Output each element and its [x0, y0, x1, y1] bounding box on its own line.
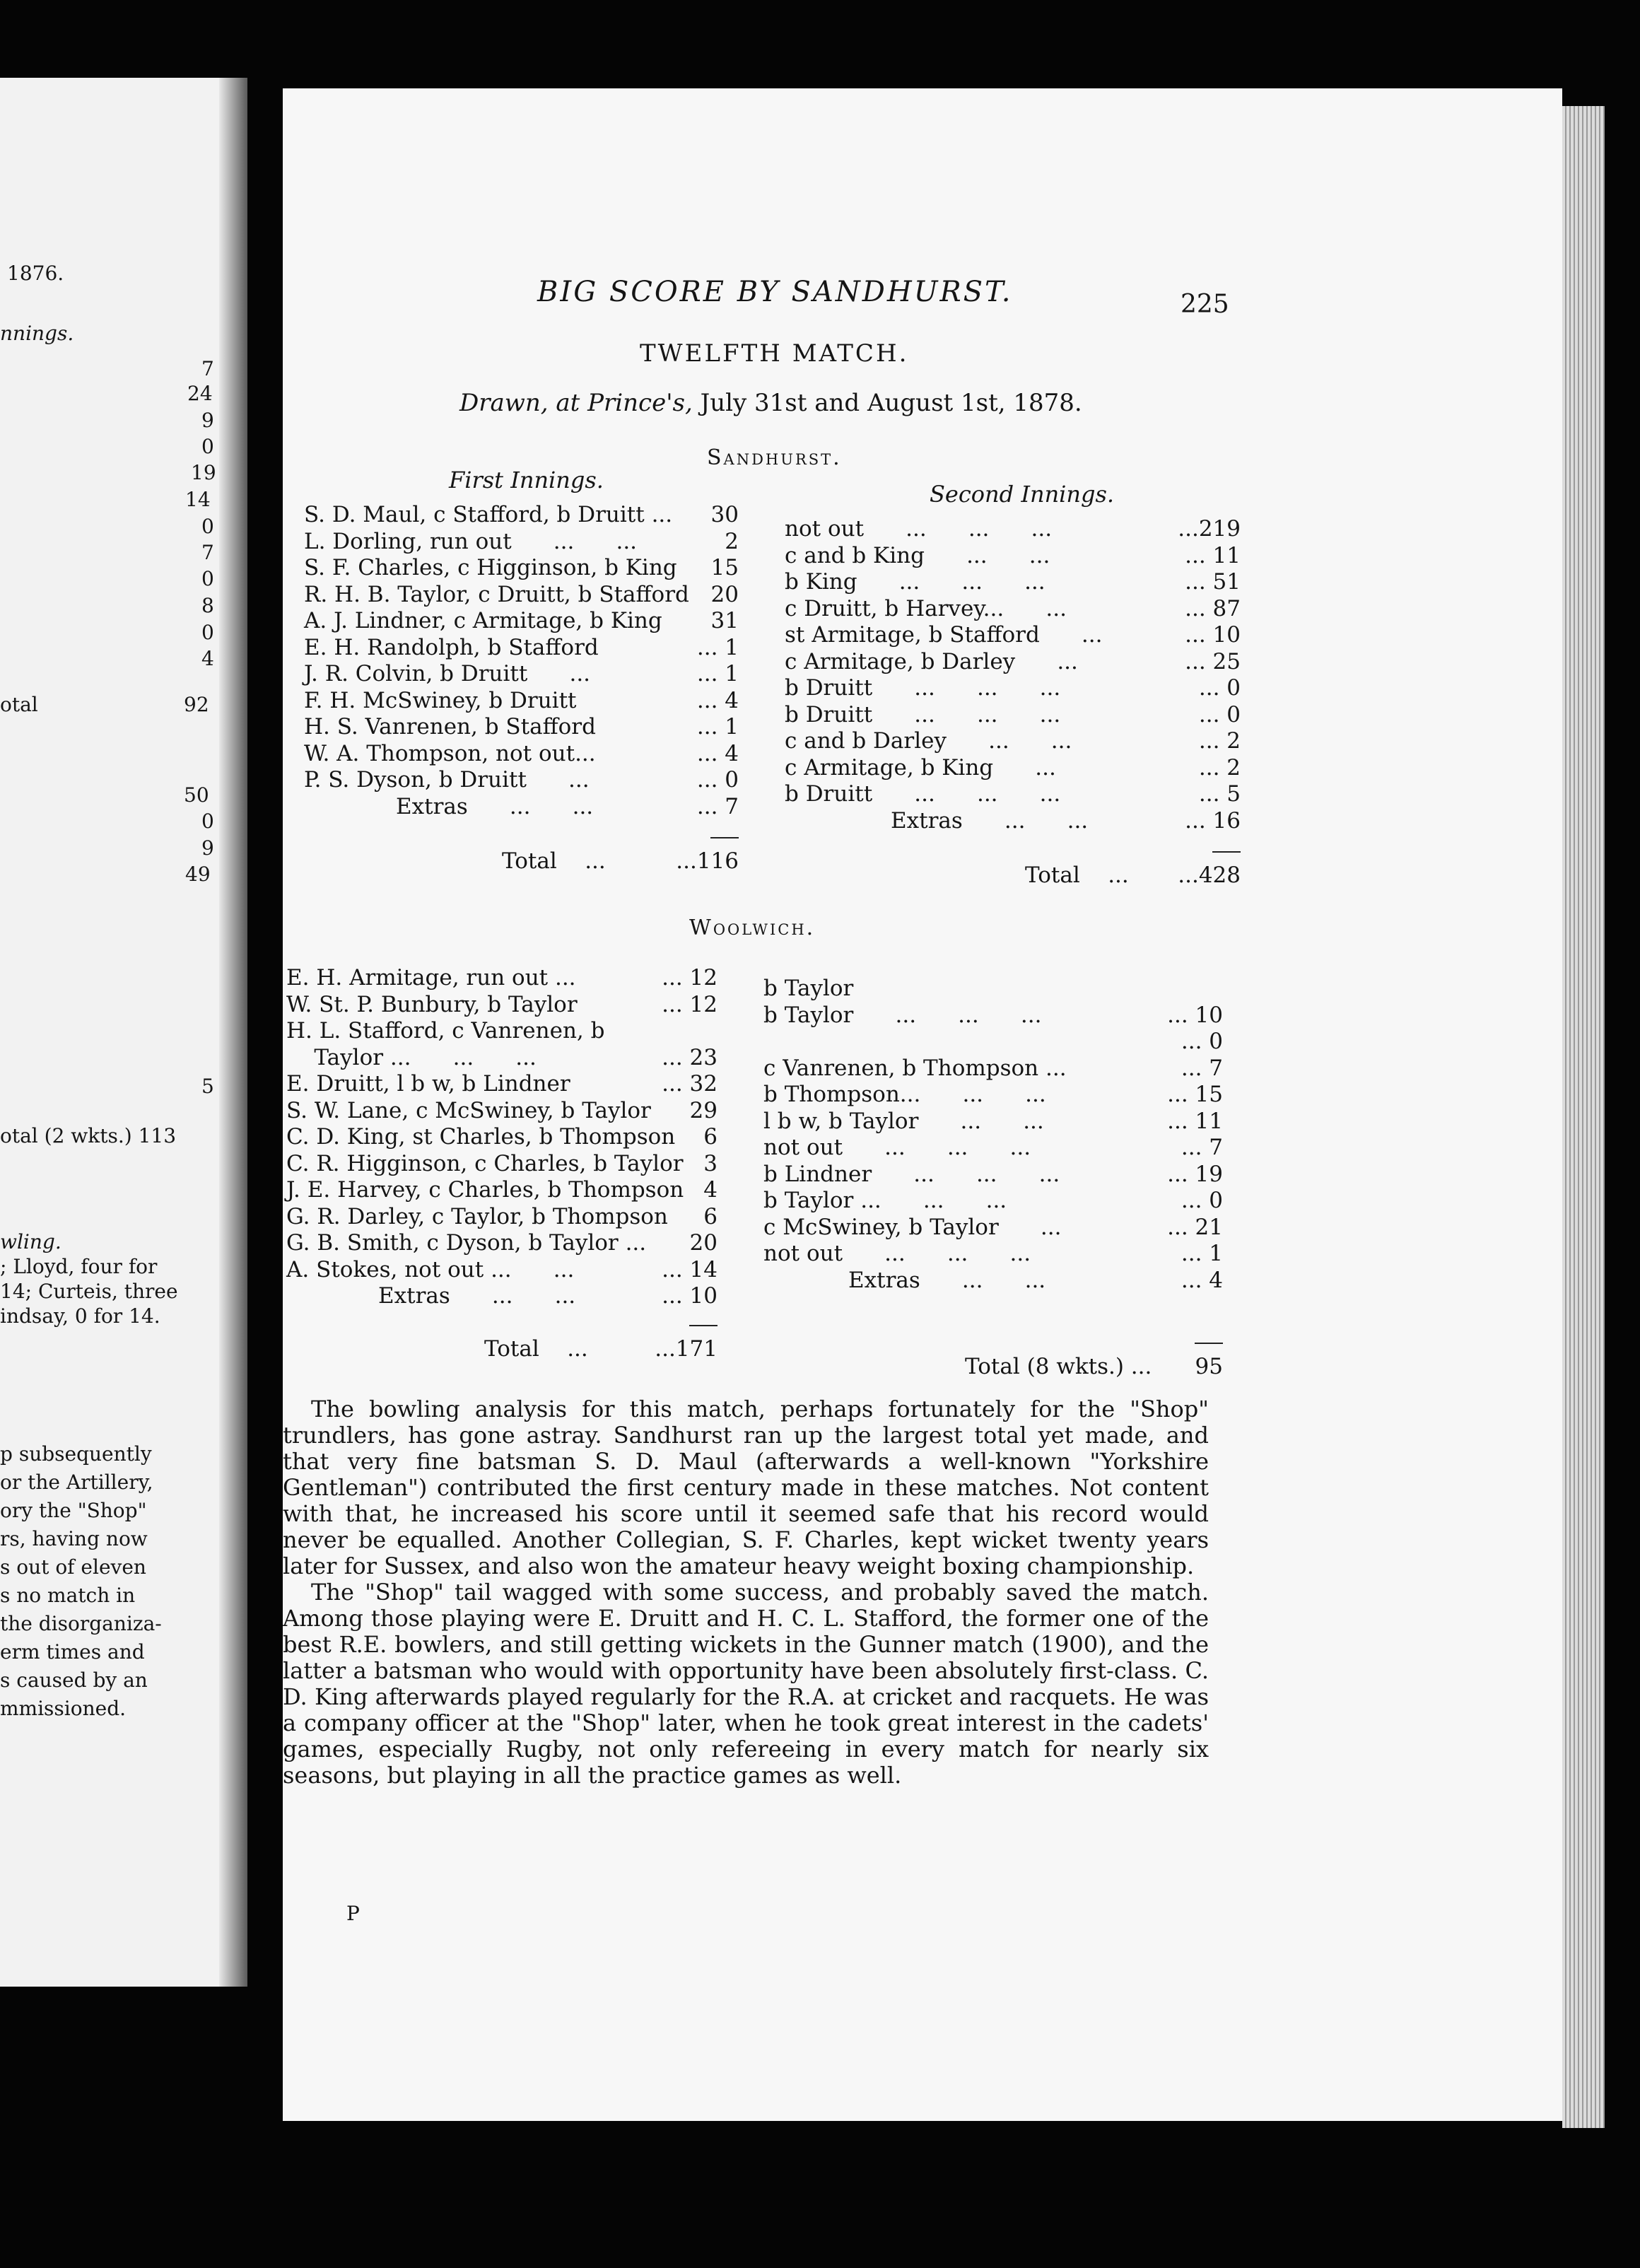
batsman-entry: b Druitt ... ... ... — [785, 781, 1061, 807]
batsman-entry: Taylor ... ... ... — [286, 1044, 537, 1070]
batsman-entry: Extras ... ... — [396, 793, 594, 819]
runs-value: ... 16 — [1185, 807, 1241, 834]
left-page-line: 92 — [184, 693, 209, 716]
match-title: TWELFTH MATCH. — [640, 339, 909, 368]
first-innings-label: First Innings. — [449, 467, 604, 493]
batsman-entry: W. A. Thompson, not out... — [304, 740, 596, 766]
total-value: ...171 — [655, 1336, 718, 1362]
left-page-line: 14; Curteis, three — [0, 1280, 178, 1303]
left-page-line: 7 — [201, 357, 214, 380]
runs-value: ... 7 — [1181, 1135, 1223, 1160]
total-value: ...116 — [676, 848, 739, 874]
total-rule — [689, 1325, 718, 1326]
score-row — [785, 543, 1241, 568]
runs-value: ... 4 — [1181, 1267, 1223, 1293]
score-row — [785, 808, 1241, 834]
runs-value: ... 0 — [1181, 1029, 1223, 1054]
score-row — [304, 741, 739, 766]
batsman-entry: L. Dorling, run out ... ... — [304, 528, 638, 554]
runs-value: ... 87 — [1185, 595, 1241, 621]
left-page-line: wling. — [0, 1230, 62, 1253]
batsman-entry: A. J. Lindner, c Armitage, b King — [304, 608, 662, 633]
batsman-entry: G. R. Darley, c Taylor, b Thompson — [286, 1203, 668, 1229]
total-value: ...428 — [1178, 863, 1241, 888]
runs-value: 2 — [725, 528, 739, 554]
score-row — [286, 1230, 718, 1256]
batsman-entry: not out ... ... ... — [763, 1241, 1031, 1266]
runs-value: 20 — [689, 1230, 718, 1256]
left-page-line: otal — [0, 693, 38, 716]
left-page-line: 4 — [201, 647, 214, 670]
left-page-line: 14 — [185, 488, 211, 511]
runs-value: ... 0 — [1181, 1188, 1223, 1213]
batsman-entry: c McSwiney, b Taylor ... — [763, 1214, 1062, 1240]
signature-mark: P — [346, 1902, 360, 1925]
score-row — [304, 555, 739, 580]
score-row — [785, 596, 1241, 621]
runs-value: ... 0 — [1198, 675, 1241, 701]
runs-value: ... 11 — [1185, 542, 1241, 568]
left-page-line: 1876. — [7, 262, 64, 285]
runs-value: ... 2 — [1198, 728, 1241, 754]
score-row — [785, 781, 1241, 807]
left-page-line: p subsequently — [0, 1442, 152, 1466]
score-row — [286, 1257, 718, 1282]
team-heading-woolwich: Woolwich. — [689, 916, 816, 940]
batsman-entry: c Armitage, b King ... — [785, 754, 1056, 781]
score-row — [304, 635, 739, 660]
runs-value: ... 25 — [1185, 648, 1241, 674]
batsman-entry: Extras ... ... — [848, 1267, 1046, 1293]
left-page-line: 9 — [201, 836, 214, 860]
runs-value: ... 7 — [696, 793, 739, 819]
running-title: BIG SCORE BY SANDHURST. — [537, 276, 1013, 308]
batsman-entry: c Vanrenen, b Thompson ... — [763, 1055, 1067, 1081]
left-page-line: 49 — [185, 863, 211, 886]
batsman-entry: E. Druitt, l b w, b Lindner — [286, 1071, 570, 1097]
runs-value: 6 — [703, 1203, 718, 1229]
left-page-line: 5 — [201, 1075, 214, 1098]
left-page-line: s no match in — [0, 1584, 136, 1607]
runs-value: ... 5 — [1198, 781, 1241, 807]
score-row — [763, 976, 1223, 1001]
score-row — [304, 608, 739, 633]
page-number: 225 — [1181, 290, 1229, 319]
left-page-line: 50 — [184, 783, 209, 807]
batsman-entry: A. Stokes, not out ... ... — [286, 1256, 575, 1282]
score-row — [304, 794, 739, 819]
page-gutter — [219, 78, 247, 1987]
batsman-entry: J. R. Colvin, b Druitt ... — [304, 661, 591, 686]
total-label: Total ... — [1025, 863, 1129, 888]
score-row — [286, 965, 718, 990]
total-label: Total ... — [484, 1336, 588, 1362]
batsman-entry: Extras ... ... — [891, 807, 1089, 834]
team-heading-sandhurst: Sandhurst. — [707, 445, 842, 470]
left-page-line: ; Lloyd, four for — [0, 1255, 158, 1278]
batsman-entry: S. F. Charles, c Higginson, b King — [304, 555, 677, 580]
batsman-entry: b Druitt ... ... ... — [785, 675, 1061, 701]
left-page-line: or the Artillery, — [0, 1471, 153, 1494]
batsman-entry: not out ... ... ... — [785, 516, 1053, 542]
score-row — [304, 688, 739, 713]
left-page-line: 24 — [187, 382, 213, 405]
batsman-entry: P. S. Dyson, b Druitt ... — [304, 767, 590, 793]
batsman-entry: b Druitt ... ... ... — [785, 701, 1061, 727]
batsman-entry: c Armitage, b Darley ... — [785, 648, 1078, 674]
runs-value: ... 1 — [696, 661, 739, 686]
runs-value: ... 4 — [696, 740, 739, 766]
total-label: Total (8 wkts.) ... — [965, 1354, 1152, 1379]
total-rule — [1195, 1343, 1223, 1344]
left-page-line: 0 — [201, 621, 214, 644]
runs-value: ... 4 — [696, 687, 739, 713]
runs-value: ... 21 — [1167, 1214, 1223, 1240]
batsman-entry: st Armitage, b Stafford ... — [785, 622, 1103, 648]
score-row — [286, 1283, 718, 1309]
left-page-line: s caused by an — [0, 1668, 148, 1692]
match-venue: Drawn, at Prince's, — [459, 389, 693, 417]
runs-value: ... 1 — [696, 714, 739, 740]
score-row — [763, 1215, 1223, 1240]
match-dates: July 31st and August 1st, 1878. — [700, 389, 1082, 417]
score-row — [785, 649, 1241, 674]
batsman-entry: b Taylor ... ... ... — [763, 1002, 1042, 1028]
batsman-entry: b Thompson... ... ... — [763, 1082, 1046, 1107]
batsman-entry: S. W. Lane, c McSwiney, b Taylor — [286, 1097, 651, 1123]
left-page-line: s out of eleven — [0, 1555, 146, 1579]
runs-value: 15 — [710, 555, 739, 580]
score-row — [304, 502, 739, 527]
commentary — [283, 1396, 1209, 1789]
left-page-line: 7 — [201, 541, 214, 564]
score-row — [304, 661, 739, 686]
total-label: Total ... — [502, 848, 606, 874]
score-row — [304, 714, 739, 740]
left-page-line: ory the "Shop" — [0, 1499, 147, 1522]
score-row — [785, 516, 1241, 542]
total-row — [763, 1354, 1223, 1379]
runs-value: 6 — [703, 1124, 718, 1150]
left-page-line: rs, having now — [0, 1527, 148, 1550]
batsman-entry: S. D. Maul, c Stafford, b Druitt ... — [304, 502, 673, 527]
left-page-line: 19 — [191, 461, 216, 484]
runs-value: ... 2 — [1198, 754, 1241, 781]
runs-value: ... 15 — [1167, 1082, 1223, 1107]
total-row — [785, 863, 1241, 888]
batsman-entry: b King ... ... ... — [785, 569, 1046, 595]
score-row — [286, 1098, 718, 1123]
batsman-entry: W. St. P. Bunbury, b Taylor — [286, 991, 578, 1017]
batsman-entry: b Taylor — [763, 976, 854, 1001]
batsman-entry: C. R. Higginson, c Charles, b Taylor — [286, 1150, 684, 1176]
score-row — [286, 992, 718, 1017]
runs-value: ... 7 — [1181, 1055, 1223, 1081]
runs-value: 30 — [710, 502, 739, 527]
score-row — [763, 1003, 1223, 1028]
left-page-line: 0 — [201, 515, 214, 538]
left-page-line: otal (2 wkts.) 113 — [0, 1124, 177, 1147]
score-row — [286, 1124, 718, 1150]
score-row — [763, 1056, 1223, 1081]
score-row — [785, 755, 1241, 781]
runs-value: ... 1 — [696, 634, 739, 660]
batsman-entry: c and b Darley ... ... — [785, 728, 1072, 754]
score-row — [286, 1177, 718, 1203]
score-row — [286, 1071, 718, 1097]
runs-value: ... 10 — [1185, 622, 1241, 648]
batsman-entry: G. B. Smith, c Dyson, b Taylor ... — [286, 1230, 647, 1256]
runs-value: 20 — [710, 581, 739, 607]
score-row — [763, 1082, 1223, 1107]
left-page-line: 0 — [201, 435, 214, 458]
commentary-paragraph: The "Shop" tail wagged with some success, and probably saved the match. Among those playing were E. Druitt and H. C. L. Stafford, the former one of the best R.E. bowlers, and still getting wickets in the Gunner match (1900), and the latter a batsman who would with opportunity have been absolutely first-class. C. D. King afterwards played regularly for the R.A. at cricket and racquets. He was a company officer at the "Shop" later, when he took great interest in the cadets' games, especially Rugby, not only refereeing in every match for nearly six seasons, but playing in all the practice games as well. — [283, 1579, 1209, 1789]
runs-value: ... 14 — [662, 1256, 718, 1282]
runs-value: ...219 — [1178, 516, 1241, 542]
runs-value: ... 0 — [696, 767, 739, 793]
batsman-entry: H. L. Stafford, c Vanrenen, b — [286, 1018, 605, 1044]
runs-value: ... 19 — [1167, 1161, 1223, 1187]
score-row — [286, 1045, 718, 1070]
total-row — [304, 848, 739, 874]
score-row — [785, 675, 1241, 701]
score-row — [763, 1162, 1223, 1187]
score-row — [785, 702, 1241, 727]
batsman-entry: c Druitt, b Harvey... ... — [785, 595, 1067, 621]
runs-value: 31 — [710, 608, 739, 633]
score-row — [286, 1018, 718, 1044]
runs-value: 29 — [689, 1097, 718, 1123]
page-edges — [1562, 106, 1605, 2128]
runs-value: 3 — [703, 1150, 718, 1176]
batsman-entry: C. D. King, st Charles, b Thompson — [286, 1124, 676, 1150]
score-row — [304, 582, 739, 607]
total-row — [286, 1336, 718, 1362]
score-row — [304, 767, 739, 793]
left-page-line: indsay, 0 for 14. — [0, 1304, 160, 1328]
left-page-line: 9 — [201, 409, 214, 432]
batsman-entry: l b w, b Taylor ... ... — [763, 1108, 1044, 1134]
batsman-entry: c and b King ... ... — [785, 542, 1050, 568]
batsman-entry: b Taylor ... ... ... — [763, 1188, 1007, 1213]
left-facing-page — [0, 78, 247, 1987]
left-page-line: nnings. — [0, 322, 74, 345]
runs-value: ... 51 — [1185, 569, 1241, 595]
batsman-entry: H. S. Vanrenen, b Stafford — [304, 714, 596, 740]
runs-value: ... 1 — [1181, 1241, 1223, 1266]
score-row — [286, 1151, 718, 1176]
batsman-entry: not out ... ... ... — [763, 1135, 1031, 1160]
runs-value: ... 12 — [662, 965, 718, 990]
total-value: 95 — [1195, 1354, 1223, 1379]
left-page-line: 0 — [201, 567, 214, 590]
score-row — [763, 1109, 1223, 1134]
batsman-entry: F. H. McSwiney, b Druitt — [304, 687, 577, 713]
batsman-entry: Extras ... ... — [378, 1283, 576, 1309]
left-page-line: erm times and — [0, 1640, 145, 1664]
score-row — [763, 1029, 1223, 1054]
score-row — [785, 728, 1241, 754]
match-subtitle — [459, 389, 1082, 417]
batsman-entry: b Lindner ... ... ... — [763, 1161, 1060, 1187]
score-row — [763, 1241, 1223, 1266]
left-page-line: mmissioned. — [0, 1697, 127, 1720]
batsman-entry: J. E. Harvey, c Charles, b Thompson — [286, 1177, 684, 1203]
runs-value: ... 10 — [1167, 1002, 1223, 1028]
runs-value: ... 10 — [662, 1283, 718, 1309]
score-row — [763, 1135, 1223, 1160]
total-rule — [710, 837, 739, 838]
batsman-entry: R. H. B. Taylor, c Druitt, b Stafford — [304, 581, 689, 607]
score-row — [763, 1188, 1223, 1213]
batsman-entry: E. H. Armitage, run out ... — [286, 965, 576, 990]
score-row — [304, 529, 739, 554]
score-row — [785, 622, 1241, 648]
runs-value: ... 0 — [1198, 701, 1241, 727]
score-row — [286, 1204, 718, 1229]
runs-value: 4 — [703, 1177, 718, 1203]
book-page — [283, 88, 1562, 2121]
score-row — [785, 569, 1241, 595]
total-rule — [1212, 851, 1241, 853]
left-page-line: 0 — [201, 809, 214, 833]
score-row — [763, 1268, 1223, 1293]
runs-value: ... 11 — [1167, 1108, 1223, 1134]
batsman-entry: E. H. Randolph, b Stafford — [304, 634, 599, 660]
runs-value: ... 32 — [662, 1071, 718, 1097]
left-page-line: the disorganiza- — [0, 1612, 162, 1635]
runs-value: ... 12 — [662, 991, 718, 1017]
commentary-paragraph: The bowling analysis for this match, perhaps fortunately for the "Shop" trundlers, has gone astray. Sandhurst ran up the largest total yet made, and that very fine batsman S. D. Maul (afterwards a well-known "Yorkshire Gentleman") contributed the first century made in these matches. Not content with that, he increased his score until it seemed safe that his record would never be equalled. Another Collegian, S. F. Charles, kept wicket twenty years later for Sussex, and also won the amateur heavy weight boxing championship. — [283, 1396, 1209, 1579]
left-page-line: 8 — [201, 594, 214, 617]
runs-value: ... 23 — [662, 1044, 718, 1070]
second-innings-label: Second Innings. — [930, 481, 1115, 508]
